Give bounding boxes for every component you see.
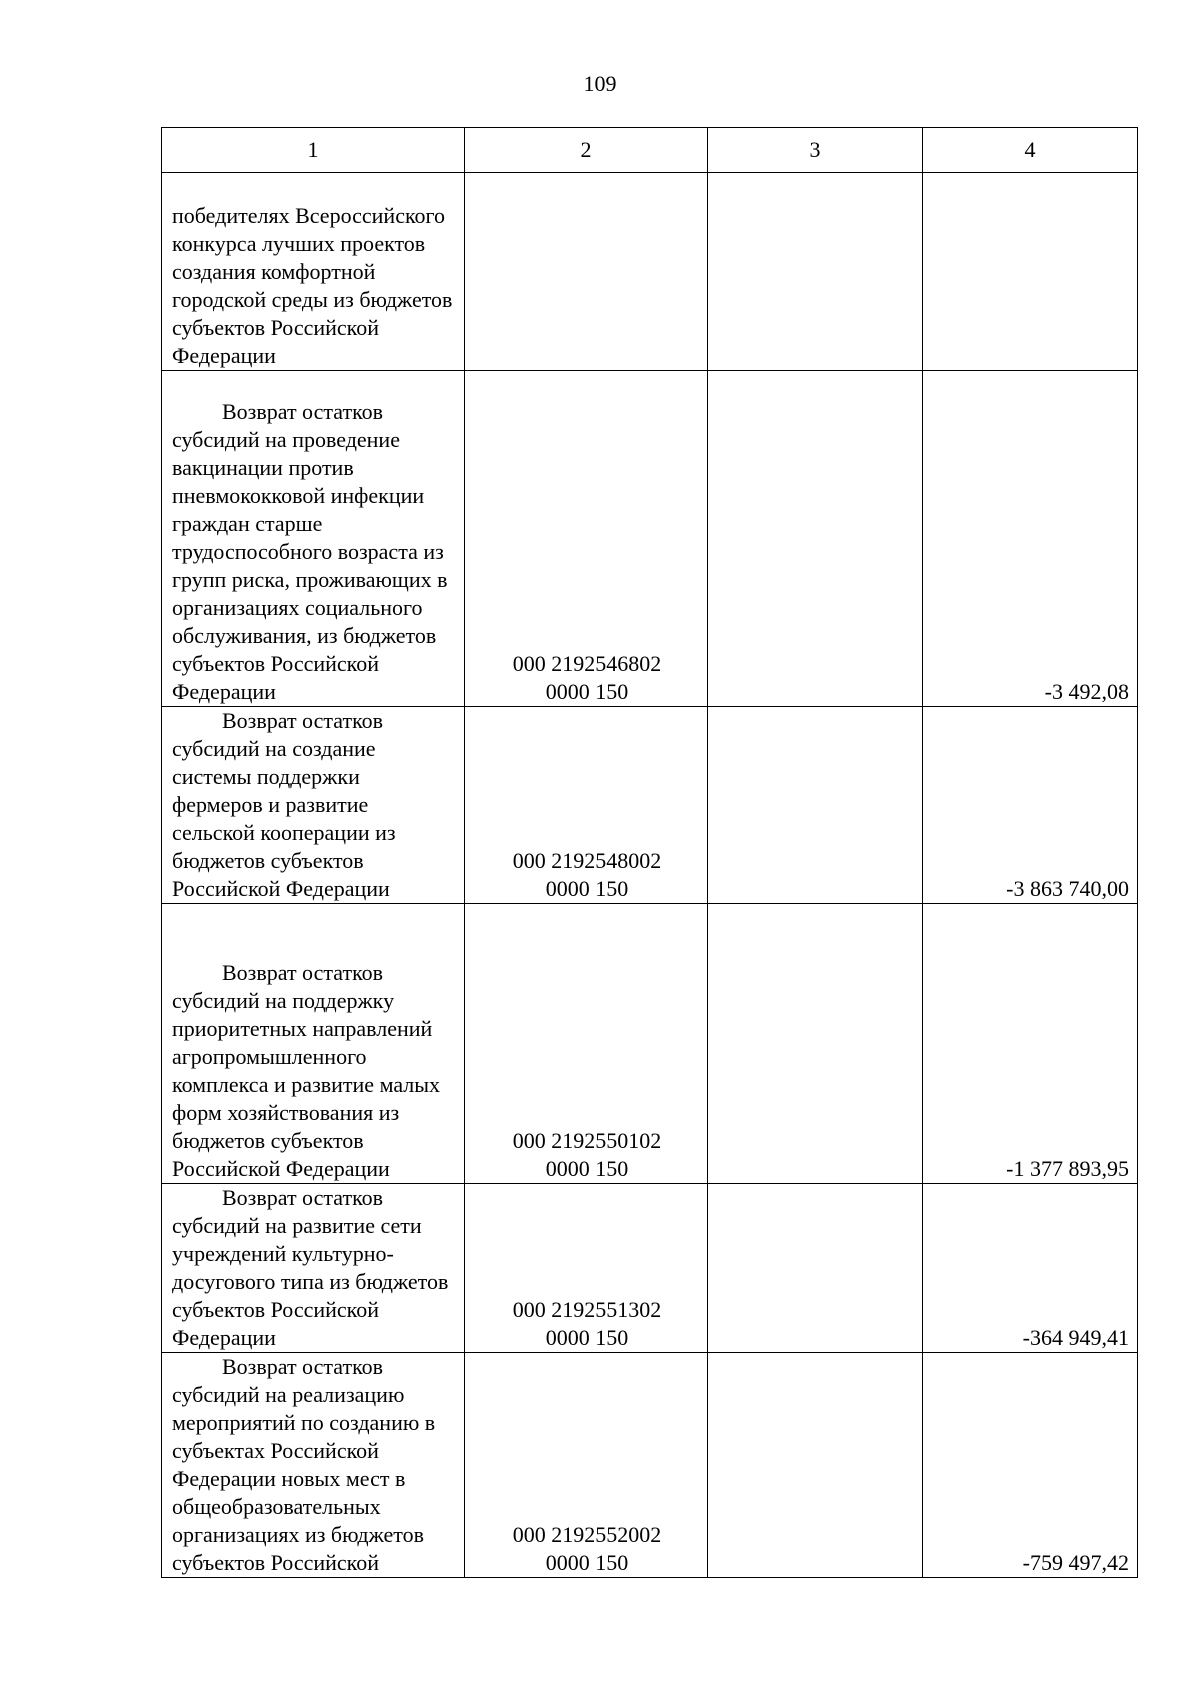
row-code-line2: 0000 150: [545, 1550, 629, 1575]
row-amount: -759 497,42: [923, 1353, 1138, 1578]
row-col3: [708, 904, 923, 1184]
row-code: [465, 904, 708, 1184]
row-code-line2: 0000 150: [545, 1325, 629, 1350]
row-col3: [708, 371, 923, 707]
row-name-text: Возврат остатков субсидий на проведение вакцинации против пневмококковой инфекции граждан старше трудоспособного возраста из групп риска, проживающих в организациях социального обслуживания, из бюджетов субъектов Российской Федерации: [172, 399, 448, 704]
row-name: [162, 371, 465, 707]
row-amount: -3 863 740,00: [923, 707, 1138, 904]
table-row: [162, 1353, 1138, 1578]
column-header-4: 4: [923, 128, 1138, 173]
row-name: [162, 707, 465, 904]
row-name-text: Возврат остатков субсидий на реализацию мероприятий по созданию в субъектах Российской Федерации новых мест в общеобразовательных организациях из бюджетов субъектов Российской: [172, 1354, 436, 1575]
row-code-line2: 0000 150: [545, 1156, 629, 1181]
row-name: [162, 173, 465, 371]
row-col3: [708, 707, 923, 904]
column-header-1: 1: [162, 128, 465, 173]
row-name-text: Возврат остатков субсидий на создание системы поддержки фермеров и развитие сельской кооперации из бюджетов субъектов Российской Федерации: [172, 708, 396, 901]
row-amount: [923, 173, 1138, 371]
row-amount: -364 949,41: [923, 1184, 1138, 1353]
row-col3: [708, 1353, 923, 1578]
row-name: [162, 1353, 465, 1578]
row-code: [465, 371, 708, 707]
row-code-line1: 000 2192546802: [512, 651, 662, 676]
row-code-line1: 000 2192552002: [512, 1522, 662, 1547]
table-row: [162, 1184, 1138, 1353]
row-amount: -3 492,08: [923, 371, 1138, 707]
row-col3: [708, 1184, 923, 1353]
table-row: [162, 173, 1138, 371]
table-row: [162, 707, 1138, 904]
row-name-text: Возврат остатков субсидий на поддержку приоритетных направлений агропромышленного комплекса и развитие малых форм хозяйствования из бюджетов субъектов Российской Федерации: [172, 960, 441, 1181]
table-row: [162, 904, 1138, 1184]
row-name-text: победителях Всероссийского конкурса лучших проектов создания комфортной городской среды из бюджетов субъектов Российской Федерации: [172, 203, 453, 368]
row-name: [162, 904, 465, 1184]
table-row: [162, 371, 1138, 707]
budget-table: [161, 127, 1138, 1578]
row-name-text: Возврат остатков субсидий на развитие сети учреждений культурно-досугового типа из бюджетов субъектов Российской Федерации: [172, 1185, 449, 1350]
row-code: [465, 1353, 708, 1578]
row-code-line1: 000 2192548002: [512, 848, 662, 873]
row-code: [465, 173, 708, 371]
row-code-line2: 0000 150: [545, 876, 629, 901]
row-code: [465, 707, 708, 904]
row-col3: [708, 173, 923, 371]
row-code: [465, 1184, 708, 1353]
column-header-2: 2: [465, 128, 708, 173]
row-code-line1: 000 2192551302: [512, 1297, 662, 1322]
page-number: 109: [583, 71, 617, 96]
row-name: [162, 1184, 465, 1353]
row-code-line1: 000 2192550102: [512, 1128, 662, 1153]
column-header-3: 3: [708, 128, 923, 173]
row-amount: -1 377 893,95: [923, 904, 1138, 1184]
table-header-row: [162, 128, 1138, 173]
row-code-line2: 0000 150: [545, 679, 629, 704]
